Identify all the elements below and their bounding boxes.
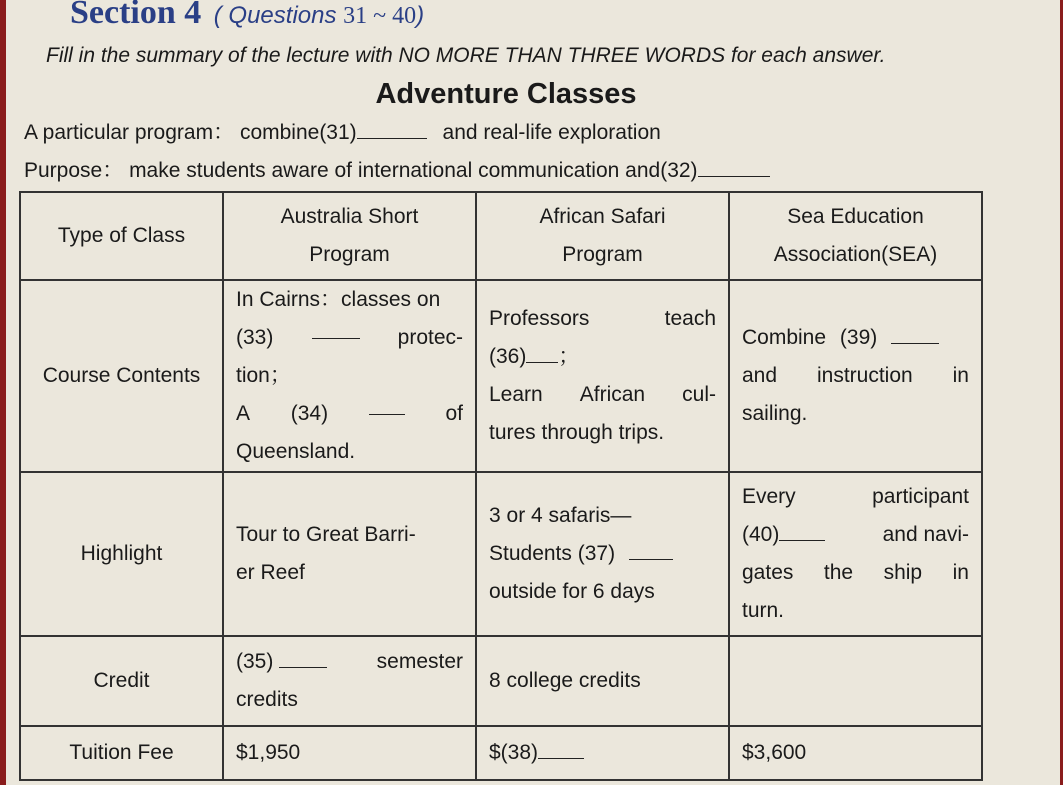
cell-highlight-sea: Every participant (40) and navi- gates the ship in turn. <box>729 472 982 636</box>
table-row-credit <box>20 636 982 726</box>
table-row-tuition <box>20 726 982 780</box>
answer-blank-36[interactable] <box>526 361 558 363</box>
section-title: Section 4 <box>70 0 202 31</box>
answer-blank-38[interactable] <box>538 757 584 759</box>
section-header <box>70 0 424 32</box>
row-label-course-contents: Course Contents <box>20 280 223 472</box>
cell-course-australia: In Cairns：classes on (33) protec- tion； A (34) of Queensland. <box>223 280 476 472</box>
table-row-course-contents <box>20 280 982 472</box>
answer-blank-37[interactable] <box>629 558 673 560</box>
cell-credit-australia: (35) semester credits <box>223 636 476 726</box>
worksheet-page <box>6 0 1060 785</box>
cell-credit-sea <box>729 636 982 726</box>
cell-highlight-african: 3 or 4 safaris— Students (37) outside for 6 days <box>476 472 729 636</box>
header-australia: Australia Short Program <box>223 192 476 280</box>
cell-tuition-sea: $3,600 <box>729 726 982 780</box>
row-label-credit: Credit <box>20 636 223 726</box>
header-type-of-class: Type of Class <box>20 192 223 280</box>
questions-range: ( Questions 31 ~ 40) <box>213 2 425 29</box>
cell-tuition-australia: $1,950 <box>223 726 476 780</box>
row-label-highlight: Highlight <box>20 472 223 636</box>
summary-line-program: A particular program： combine(31) and real-life exploration <box>24 121 661 144</box>
answer-blank-40[interactable] <box>779 539 825 541</box>
table-row-highlight <box>20 472 982 636</box>
instruction-text: Fill in the summary of the lecture with NO MORE THAN THREE WORDS for each answer. <box>46 44 886 67</box>
summary-line-purpose: Purpose： make students aware of international communication and(32) <box>24 154 770 184</box>
header-sea: Sea Education Association(SEA) <box>729 192 982 280</box>
header-african-safari: African Safari Program <box>476 192 729 280</box>
row-label-tuition: Tuition Fee <box>20 726 223 780</box>
answer-blank-33[interactable] <box>312 337 360 339</box>
cell-credit-african: 8 college credits <box>476 636 729 726</box>
cell-course-sea: Combine (39) and instruction in sailing. <box>729 280 982 472</box>
cell-tuition-african: $(38) <box>476 726 729 780</box>
page-title: Adventure Classes <box>375 78 637 110</box>
cell-highlight-australia: Tour to Great Barri- er Reef <box>223 472 476 636</box>
answer-blank-39[interactable] <box>891 342 939 344</box>
answer-blank-32[interactable] <box>698 175 770 177</box>
answer-blank-34[interactable] <box>369 413 405 415</box>
adventure-classes-table <box>19 191 983 781</box>
answer-blank-31[interactable] <box>357 137 427 139</box>
table-header-row <box>20 192 982 280</box>
cell-course-african: Professors teach (36) ； Learn African cul- tures through trips. <box>476 280 729 472</box>
answer-blank-35[interactable] <box>279 666 327 668</box>
